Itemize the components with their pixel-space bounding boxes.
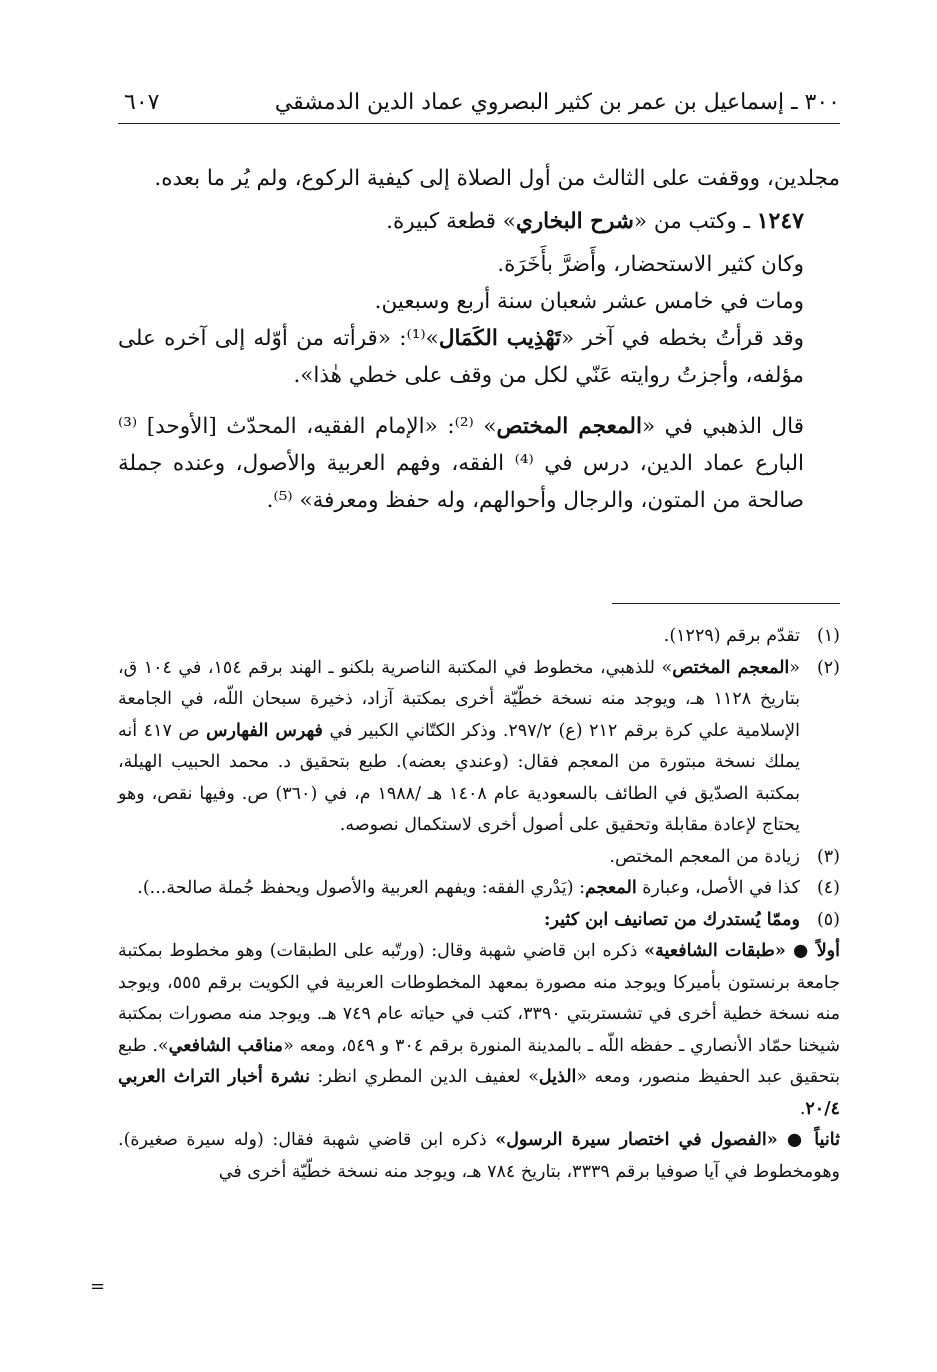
book-title: ثانياً ● «الفصول في اختصار سيرة الرسول» (495, 1130, 840, 1150)
footnote (118, 905, 840, 937)
quote-paragraph (118, 408, 840, 519)
footnote-text (118, 653, 800, 842)
paragraph (118, 283, 840, 320)
footnote (118, 653, 840, 842)
footnote-text-part: » للذهبي، مخطوط في المكتبة الناصرية بلكنو ـ الهند برقم ١٥٤، في ١٠٤ ق، بتاريخ ١١٢٨ هـ، ويوجد منه نسخة خطّيّة أخرى بمكتبة آزاد، ذخيرة سبحان اللّه، في الجامعة الإسلامية علي كرة برقم ٢١٢ (ع) ٢٩٧/٢. وذكر الكتّاني الكبير في (118, 657, 800, 741)
book-title: تَهْذِيب الكَمَال (438, 326, 561, 351)
book-title: الذيل (538, 1067, 577, 1087)
footnote (118, 621, 840, 653)
paragraph-text: وكان كثير الاستحضار، وأَضرَّ بأَخَرَة. (497, 252, 804, 277)
book-title: شرح البخاري (515, 209, 634, 234)
footnote-text: تقدّم برقم (١٢٢٩). (663, 626, 800, 646)
paragraph-text: »⁽¹⁾: «قرأته من أوّله إلى آخره على مؤلفه، وأجزتُ روايته عَنّي لكل من وقف على خطي هٰذا». (118, 326, 804, 388)
footnote-text-part: » لعفيف الدين المطري انظر: (310, 1067, 539, 1087)
continuation-marker: = (90, 1276, 106, 1297)
footnote-text-part: ». طبع بتحقيق عبد الحفيظ منصور، ومعه « (118, 1035, 840, 1087)
footnote (118, 842, 840, 874)
paragraph (118, 320, 840, 394)
book-title: المعجم المختص (496, 414, 642, 439)
footnote-number: (٢) (816, 657, 840, 678)
book-title: نشرة أخبار التراث العربي ٢٠/٤ (118, 1067, 840, 1119)
footnote-text-part: ذكره ابن قاضي شهبة وقال: (ورتّبه على الطبقات) وهو مخطوط بمكتبة جامعة برنستون بأميركا ويوجد منه مصورة بمعهد المخطوطات العربية في الكويت برقم ٥٥٥، ويوجد منه نسخة خطية أخرى في تشستربتي ٣٣٩٠، كتب في حياته عام ٧٤٩ هـ. ويوجد منه مصورات بمكتبة شيخنا حمّاد الأنصاري ـ حفظه اللّه ـ بالمدينة المنورة برقم ٣٠٤ و ٥٤٩، ومعه « (118, 941, 841, 1056)
footnote-text-part: ذكره ابن قاضي شهبة فقال: (وله سيرة صغيرة). وهومخطوط في آيا صوفيا برقم ٣٣٣٩، بتاريخ ٧٨٤ هـ، ويوجد منه نسخة خطّيّة أخرى في (118, 1130, 840, 1182)
book-title: فهرس الفهارس (206, 720, 323, 741)
footnote-text-part: ص ٤١٧ أنه يملك نسخة مبتورة من المعجم فقال: (وعندي بعضه). طبع بتحقيق د. محمد الحبيب الهيلة، بمكتبة الصدّيق في الطائف بالسعودية عام ١٤٠٨ هـ /١٩٨٨ م، في (٣٦٠) ص. وفيها نقص، وهو يحتاج لإعادة مقابلة وتحقيق على أصول أخرى لاستكمال نصوصه. (118, 720, 800, 835)
entry-number: ١٢٤٧ (756, 208, 804, 234)
footnote-text: زيادة من المعجم المختص. (609, 846, 800, 867)
footnote-text-part: : (يَدْري الفقه: ويفهم العربية والأصول ويحفظ جُملة صالحة...). (137, 878, 585, 898)
footnotes (118, 621, 840, 1188)
page-number: ٦٠٧ (124, 90, 160, 115)
header-title: ٣٠٠ ـ إسماعيل بن عمر بن كثير البصروي عماد الدين الدمشقي (274, 90, 840, 115)
book-title: المعجم المختص (672, 657, 790, 678)
running-header (118, 84, 840, 124)
main-text (118, 160, 840, 519)
paragraph (118, 246, 840, 283)
footnote-text-part: « (789, 657, 800, 678)
footnote-number: (٥) (816, 909, 840, 930)
footnote-text-part: كذا في الأصل، وعبارة (636, 878, 800, 898)
footnote-separator (612, 603, 840, 604)
paragraph-text: » ⁽²⁾: «الإمام الفقيه، المحدّث [الأوحد] ⁽³⁾ البارع عماد الدين، درس في ⁽⁴⁾ الفقه، وفهم العربية والأصول، وعنده جملة صالحة من المتون، والرجال وأحوالهم، وله حفظ ومعرفة» ⁽⁵⁾. (118, 414, 805, 513)
footnote-number: (١) (816, 626, 840, 646)
paragraph-text: قال الذهبي في « (641, 414, 804, 439)
footnote (118, 873, 840, 905)
header-rule (118, 123, 840, 124)
paragraph (118, 160, 840, 197)
book-title: مناقب الشافعي (168, 1035, 284, 1056)
paragraph-text: » قطعة كبيرة. (386, 209, 516, 234)
footnote-text (118, 905, 800, 937)
footnote-continuation (118, 936, 840, 1125)
footnote-heading: وممّا يُستدرك من تصانيف ابن كثير: (544, 909, 800, 930)
footnote-text-part: . (799, 1098, 806, 1119)
entry-paragraph (118, 203, 840, 240)
paragraph-text: ـ وكتب من « (633, 209, 757, 234)
footnote-continuation (118, 1125, 840, 1188)
book-title: المعجم (584, 878, 637, 898)
footnote-text (118, 873, 800, 905)
footnote-number: (٣) (816, 846, 840, 867)
paragraph-text: مجلدين، ووقفت على الثالث من أول الصلاة إلى كيفية الركوع، ولم يُر ما بعده. (154, 166, 840, 191)
paragraph-text: وقد قرأتُ بخطه في آخر « (561, 326, 804, 351)
book-title: أولاً ● «طبقات الشافعية» (644, 941, 840, 961)
footnote-number: (٤) (816, 878, 840, 898)
paragraph-text: ومات في خامس عشر شعبان سنة أربع وسبعين. (374, 289, 804, 314)
